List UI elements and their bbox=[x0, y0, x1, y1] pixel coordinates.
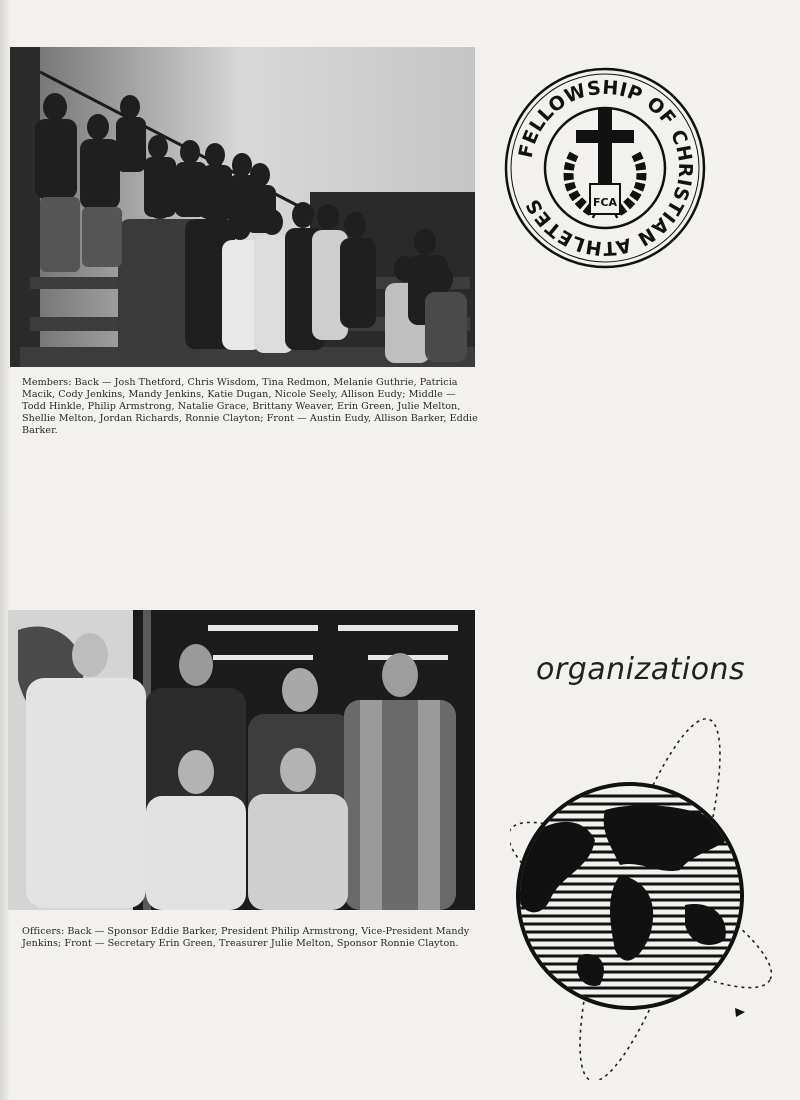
officers-caption: Officers: Back — Sponsor Eddie Barker, President Philip Armstrong, Vice-President Mandy Jenkins; Front — Secretary Erin Green, Treasurer Julie Melton, Sponsor Ronnie Clayton. bbox=[22, 926, 470, 949]
members-caption: Members: Back — Josh Thetford, Chris Wisdom, Tina Redmon, Melanie Guthrie, Patricia Macik, Cody Jenkins, Mandy Jenkins, Katie Dugan, Nicole Seely, Allison Eudy; Middle — Todd Hinkle, Philip Armstrong, Natalie Grace, Brittany Weaver, Erin Green, Julie Melton, Shellie Melton, Jordan Richards, Ronnie Clayton; Front — Austin Eudy, Allison Barker, Eddie Barker. bbox=[22, 377, 478, 436]
seal-ring-text: FELLOWSHIP OF CHRISTIAN ATHLETES bbox=[514, 76, 697, 260]
seal-monogram: FCA bbox=[592, 196, 618, 209]
officers-group-photo bbox=[8, 610, 475, 910]
section-title: organizations bbox=[536, 652, 746, 687]
page-binding-edge bbox=[0, 0, 10, 1100]
globe-orbit-graphic bbox=[510, 700, 780, 1080]
members-group-photo bbox=[10, 47, 475, 367]
fca-seal-logo bbox=[504, 66, 706, 270]
